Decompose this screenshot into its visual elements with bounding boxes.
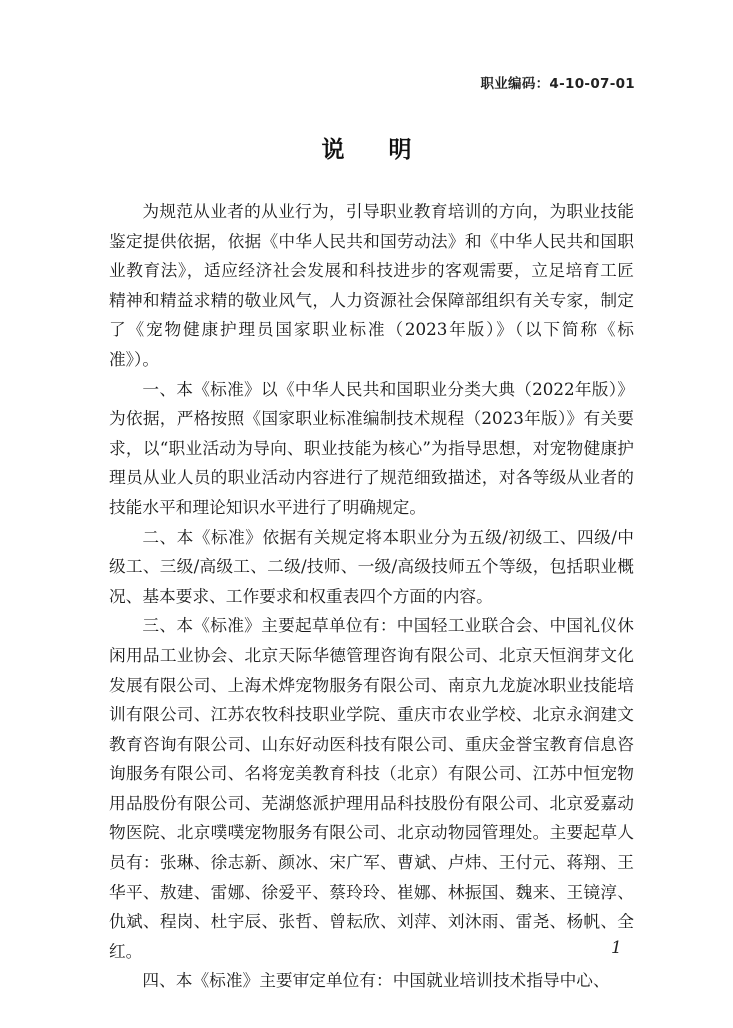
section-1-paragraph: 一、本《标准》以《中华人民共和国职业分类大典（2022年版）》为依据，严格按照《国家职业标准编制技术规程（2023年版）》有关要求，以“职业活动为导向、职业技能为核心”为指导思想，对宠物健康护理员从业人员的职业活动内容进行了规范细致描述，对各等级从业者的技能水平和理论知识水平进行了明确规定。 xyxy=(109,378,634,517)
section-4-paragraph: 四、本《标准》主要审定单位有：中国就业培训技术指导中心、 xyxy=(142,970,610,991)
page-title: 说明 xyxy=(321,137,456,163)
section-3-paragraph: 三、本《标准》主要起草单位有：中国轻工业联合会、中国礼仪休闲用品工业协会、北京天际华德管理咨询有限公司、北京天恒润芽文化发展有限公司、上海术烨宠物服务有限公司、南京九龙旋冰职业技能培训有限公司、江苏农牧科技职业学院、重庆市农业学校、北京永润建文教育咨询有限公司、山东好动医科技有限公司、重庆金誉宝教育信息咨询服务有限公司、名将宠美教育科技（北京）有限公司、江苏中恒宠物用品股份有限公司、芜湖悠派护理用品科技股份有限公司、北京爱嘉动物医院、北京噗噗宠物服务有限公司、北京动物园管理处。主要起草人员有：张琳、徐志新、颜冰、宋广军、曹斌、卢炜、王付元、蒋翔、王华平、敖建、雷娜、徐爱平、蔡玲玲、崔娜、林振国、魏来、王镜淳、仇斌、程岗、杜宇辰、张哲、曾耘欣、刘萍、刘沐雨、雷尧、杨帆、全红。 xyxy=(109,615,634,961)
intro-paragraph: 为规范从业者的从业行为，引导职业教育培训的方向，为职业技能鉴定提供依据，依据《中华人民共和国劳动法》和《中华人民共和国职业教育法》，适应经济社会发展和科技进步的客观需要，立足培育工匠精神和精益求精的敬业风气，人力资源社会保障部组织有关专家，制定了《宠物健康护理员国家职业标准（2023年版）》（以下简称《标准》）。 xyxy=(109,201,634,369)
page-number: 1 xyxy=(611,938,622,958)
document-body xyxy=(109,197,634,996)
occupation-code: 职业编码：4-10-07-01 xyxy=(480,76,635,92)
section-2-paragraph: 二、本《标准》依据有关规定将本职业分为五级/初级工、四级/中级工、三级/高级工、二级/技师、一级/高级技师五个等级，包括职业概况、基本要求、工作要求和权重表四个方面的内容。 xyxy=(109,526,634,606)
